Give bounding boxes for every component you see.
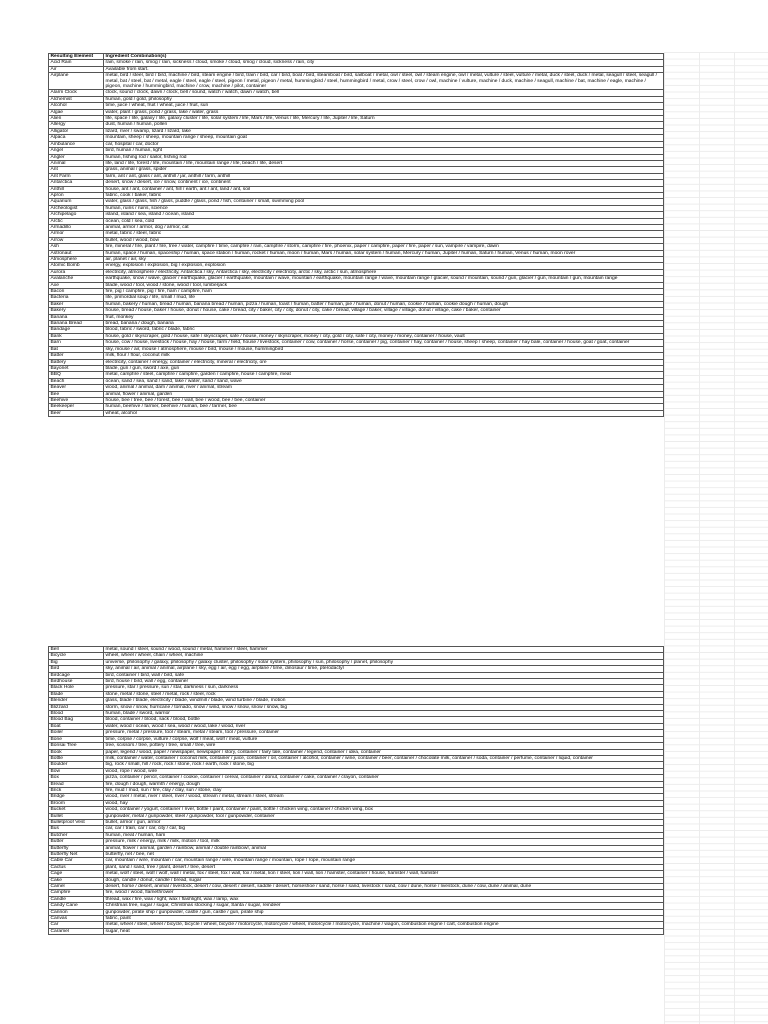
cell-combinations: metal, sound / steel, sound / wood, sound / metal, hammer / steel, hammer: [104, 647, 664, 653]
cell-element: Ambulance: [49, 141, 104, 147]
cell-combinations: human, gold / gold, philosophy: [104, 96, 664, 102]
cell-combinations: fabric, cook / baker, fabric: [104, 192, 664, 198]
cell-combinations: ocean, cold / sea, cold: [104, 218, 664, 224]
cell-element: Banana Bread: [49, 321, 104, 327]
cell-combinations: life, land / life, forest / life, mountain / life, mountain range / life, beach / life, desert: [104, 160, 664, 166]
cell-element: Camel: [49, 884, 104, 890]
cell-element: Archeologist: [49, 205, 104, 211]
cell-element: Ash: [49, 244, 104, 250]
cell-element: Bulletproof Vest: [49, 819, 104, 825]
cell-combinations: animal, flower / animal, garden / rainbow, animal / double rainbow!, animal: [104, 845, 664, 851]
cell-element: Blender: [49, 698, 104, 704]
table-row: [49, 410, 664, 416]
cell-combinations: wood, container / yogurt, container / river, bottle / paint, container / paint, bottle / chicken wing, container / chicken wing, box: [104, 807, 664, 813]
cell-element: Bakery: [49, 308, 104, 314]
cell-combinations: house, ant / ant, container / ant, hill / earth, ant / ant, land / ant, soil: [104, 186, 664, 192]
cell-combinations: bullet, armor / gun, armor: [104, 819, 664, 825]
cell-element: Boulder: [49, 762, 104, 768]
cell-element: Banana: [49, 314, 104, 320]
cell-combinations: blade, wood / tool, wood / stone, wood / tool, lumberjack: [104, 282, 664, 288]
cell-element: Alien: [49, 116, 104, 122]
cell-element: Apron: [49, 192, 104, 198]
cell-combinations: desert, snow / desert, ice / snow, continent / ice, continent: [104, 180, 664, 186]
cell-element: Anthill: [49, 186, 104, 192]
cell-combinations: storm, snow / snow, hurricane / tornado, snow / wind, snow / snow, snow / snow, big: [104, 704, 664, 710]
cell-element: Bacon: [49, 289, 104, 295]
cell-combinations: house, bee / tree, bee / forest, bee / wall, bee / wood, bee / bee, container: [104, 397, 664, 403]
cell-combinations: blade, gun / gun, sword / axe, gun: [104, 365, 664, 371]
cell-combinations: bullet, wood / wood, bow: [104, 237, 664, 243]
cell-combinations: bread, banana / dough, banana: [104, 321, 664, 327]
cell-element: Birdcage: [49, 672, 104, 678]
column-header-element: Resulting Element: [49, 54, 104, 60]
cell-combinations: gunpowder, metal / gunpowder, steel / gunpowder, tool / gunpowder, container: [104, 813, 664, 819]
cell-combinations: metal, fabric / steel, fabric: [104, 231, 664, 237]
cell-element: Canvas: [49, 916, 104, 922]
cell-combinations: dough, candle / donut, candle / bread, sugar: [104, 877, 664, 883]
cell-element: Baker: [49, 301, 104, 307]
cell-element: Antarctica: [49, 180, 104, 186]
table-row: [49, 340, 664, 346]
cell-combinations: electricity, atmosphere / electricity, Antarctica / sky, Antarctica / sky, electricity / electricity, arctic / sky, arctic / sun, atmosphere: [104, 269, 664, 275]
cell-element: Avalanche: [49, 276, 104, 282]
cell-combinations: milk, flour / flour, coconut milk: [104, 353, 664, 359]
cell-element: Blood Bag: [49, 717, 104, 723]
cell-element: Cable Car: [49, 858, 104, 864]
cell-element: Bat: [49, 346, 104, 352]
cell-element: Bicycle: [49, 653, 104, 659]
cell-combinations: life, space / life, galaxy / life, galaxy cluster / life, solar system / life, Mars / life, Venus / life, Mercury / life, Jupiter / life, Saturn: [104, 116, 664, 122]
cell-element: Angel: [49, 148, 104, 154]
cell-combinations: wheel, wheel / wheel, chain / wheel, machine: [104, 653, 664, 659]
table-row: [49, 276, 664, 282]
cell-combinations: fire, dough / dough, warmth / energy, dough: [104, 781, 664, 787]
cell-element: Boat: [49, 723, 104, 729]
cell-combinations: plant, sand / sand, tree / plant, desert / tree, desert: [104, 864, 664, 870]
cell-element: Animal: [49, 160, 104, 166]
cell-combinations: mountain, sheep / sheep, mountain range / sheep, mountain goat: [104, 135, 664, 141]
cell-combinations: water, plant / grass, pond / grass, lake / water, grass: [104, 109, 664, 115]
cell-element: Candy Cane: [49, 903, 104, 909]
cell-combinations: lizard, river / swamp, lizard / lizard, lake: [104, 128, 664, 134]
cell-combinations: water, glass / glass, fish / glass, puddle / glass, pond / fish, container / small, swimming pool: [104, 199, 664, 205]
cell-combinations: fire, wood / wood, flamethrower: [104, 890, 664, 896]
cell-element: Bee: [49, 391, 104, 397]
cell-combinations: fire, pig / campfire, pig / fire, ham / campfire, ham: [104, 289, 664, 295]
cell-combinations: big, rock / small, hill / rock, rock / stone, rock / earth, rock / stone, big: [104, 762, 664, 768]
cell-element: Axe: [49, 282, 104, 288]
cell-combinations: car, mountain / wire, mountain / car, mountain range / wire, mountain range / mountain, rope / rope, mountain range: [104, 858, 664, 864]
cell-combinations: animal, armor / armor, dog / armor, cat: [104, 224, 664, 230]
cell-combinations: human, fishing rod / sailor, fishing rod: [104, 154, 664, 160]
cell-element: Cage: [49, 871, 104, 877]
cell-combinations: house, gold / skyscraper, gold / house, safe / skyscraper, safe / house, money / skyscraper, money / city, gold / city, safe / city, money / money, container / house, vault: [104, 333, 664, 339]
cell-element: Car: [49, 922, 104, 928]
cell-combinations: wheat, alcohol: [104, 410, 664, 416]
cell-element: Candle: [49, 896, 104, 902]
cell-element: Air: [49, 66, 104, 72]
cell-combinations: car, car / train, car / car, city / car, big: [104, 826, 664, 832]
cell-element: Book: [49, 749, 104, 755]
cell-element: Arctic: [49, 218, 104, 224]
cell-combinations: earthquake, snow / wave, glacier / earthquake, glacier / earthquake, mountain / wave, mountain / earthquake, mountain range / wave, mountain range / glacier, sound / mountain, sound / gun, glacier / gun, mountain / gun, mountain range: [104, 276, 664, 282]
cell-element: Alpaca: [49, 135, 104, 141]
cell-combinations: paper, legend / wood, paper / newspaper, newspaper / story, container / fairy tale, container / legend, container / idea, container: [104, 749, 664, 755]
cell-combinations: wood, hay: [104, 800, 664, 806]
cell-element: Box: [49, 775, 104, 781]
cell-combinations: grass, animal / grass, spider: [104, 167, 664, 173]
cell-combinations: human, bakery / human, bread / human, banana bread / human, pizza / human, toast / human, batter / human, pie / human, donut / human, cookie / human, cookie dough / human, dough: [104, 301, 664, 307]
cell-element: Barn: [49, 340, 104, 346]
cell-combinations: water, wood / ocean, wood / sea, wood / wood, lake / wood, river: [104, 723, 664, 729]
cell-element: Cannon: [49, 909, 104, 915]
cell-combinations: house, bread / house, baker / house, donut / house, cake / bread, city / baker, city / city, donut / city, cake / bread, village / baker, village / village, donut / village, cake / baker, container: [104, 308, 664, 314]
cell-combinations: clock, sound / clock, dawn / clock, bell / sound, watch / watch, dawn / watch, bell: [104, 90, 664, 96]
cell-combinations: butterfly, net / bee, net: [104, 852, 664, 858]
cell-element: Ant: [49, 167, 104, 173]
combinations-table-page-1: [48, 53, 664, 417]
cell-element: Bottle: [49, 755, 104, 761]
cell-element: Alligator: [49, 128, 104, 134]
cell-element: Butcher: [49, 832, 104, 838]
cell-element: Bayonet: [49, 365, 104, 371]
cell-combinations: dust, human / human, pollen: [104, 122, 664, 128]
cell-element: Blizzard: [49, 704, 104, 710]
cell-element: Astronaut: [49, 250, 104, 256]
cell-combinations: glass, blade / blade, electricity / blade, windmill / blade, wind turbine / blade, motion: [104, 698, 664, 704]
cell-element: Butterfly Net: [49, 852, 104, 858]
cell-element: Allergy: [49, 122, 104, 128]
cell-combinations: time, corpse / corpse, vulture / corpse, wolf / meat, wolf / meat, vulture: [104, 736, 664, 742]
cell-combinations: car, hospital / car, doctor: [104, 141, 664, 147]
cell-combinations: time, juice / wheat, fruit / wheat, juice / fruit, sun: [104, 103, 664, 109]
cell-combinations: metal, bird / steel, bird / bird, machine / bird, steam engine / bird, train / bird, car / bird, boat / bird, steamboat / bird, sailboat / metal, owl / steel, owl / steam engine, owl / metal, vulture / steel, vulture / metal, duck / steel, duck / metal, seagull / steel, seagull / metal, bat / steel, bat / metal, eagle / steel, eagle / steel, pigeon / metal, pigeon / metal, hummingbird / steel, hummingbird / metal, crow / steel, crow / owl, machine / vulture, machine / duck, machine / seagull, machine / bat, machine / eagle, machine / pigeon, machine / hummingbird, machine / crow, machine / pilot, container: [104, 73, 664, 90]
cell-combinations: island, island / sea, island / ocean, island: [104, 212, 664, 218]
cell-combinations: milk, container / water, container / coconut milk, container / juice, container / oil, container / alcohol, container / wine, container / beer, container / chocolate milk, container / soda, container / perfume, container / liquid, container: [104, 755, 664, 761]
cell-element: Arrow: [49, 237, 104, 243]
cell-element: Algae: [49, 109, 104, 115]
cell-element: Bandage: [49, 327, 104, 333]
cell-combinations: animal, flower / animal, garden: [104, 391, 664, 397]
cell-element: Beekeeper: [49, 404, 104, 410]
cell-combinations: blood, fabric / sword, fabric / blade, fabric: [104, 327, 664, 333]
cell-element: Boiler: [49, 730, 104, 736]
cell-element: Bow: [49, 768, 104, 774]
cell-combinations: human, meat / human, ham: [104, 832, 664, 838]
cell-element: Beehive: [49, 397, 104, 403]
cell-combinations: universe, philosophy / galaxy, philosophy / galaxy cluster, philosophy / solar system, philosophy / sun, philosophy / planet, philosophy: [104, 659, 664, 665]
cell-combinations: pizza, container / pencil, container / cookie, container / cereal, container / donut, container / cake, container / crayon, container: [104, 775, 664, 781]
cell-combinations: pressure, star / pressure, sun / star, darkness / sun, darkness: [104, 685, 664, 691]
cell-element: Bacteria: [49, 295, 104, 301]
cell-combinations: sky, animal / air, animal / animal, airplane / sky, egg / air, egg / egg, airplane / time, dinosaur / time, pterodactyl: [104, 666, 664, 672]
combinations-table-page-2: [48, 646, 664, 935]
cell-combinations: wood, animal / animal, dam / animal, river / animal, stream: [104, 385, 664, 391]
spreadsheet-grid-background: [664, 52, 768, 1024]
cell-combinations: gunpowder, pirate ship / gunpowder, castle / gun, castle / gun, pirate ship: [104, 909, 664, 915]
cell-combinations: farm, ant / ant, glass / ant, anthill / jar, anthill / farm, anthill: [104, 173, 664, 179]
table-row: [49, 755, 664, 761]
cell-combinations: bird, human / human, light: [104, 148, 664, 154]
cell-element: Black Hole: [49, 685, 104, 691]
cell-combinations: fruit, monkey: [104, 314, 664, 320]
cell-combinations: blood, container / blood, sack / blood, bottle: [104, 717, 664, 723]
table-row: [49, 928, 664, 934]
cell-element: Bridge: [49, 794, 104, 800]
cell-combinations: life, primordial soup / life, small / mud, life: [104, 295, 664, 301]
cell-element: Cactus: [49, 864, 104, 870]
cell-element: Bird: [49, 666, 104, 672]
table-row: [49, 250, 664, 256]
cell-element: Alchemist: [49, 96, 104, 102]
cell-combinations: stone, metal / stone, steel / metal, rock / steel, rock: [104, 691, 664, 697]
cell-element: Alarm Clock: [49, 90, 104, 96]
cell-combinations: sugar, heat: [104, 928, 664, 934]
cell-element: Armadillo: [49, 224, 104, 230]
cell-element: Beaver: [49, 385, 104, 391]
cell-combinations: bird, house / bird, wall / egg, container: [104, 679, 664, 685]
cell-combinations: human, space / human, spaceship / human, space station / human, rocket / human, moon / human, Mars / human, solar system / human, Mercury / human, Jupiter / human, Saturn / human, Venus / human, moon rover: [104, 250, 664, 256]
cell-element: Aquarium: [49, 199, 104, 205]
cell-combinations: wood, rope / wood, wire: [104, 768, 664, 774]
cell-element: Broom: [49, 800, 104, 806]
cell-combinations: ocean, sand / sea, sand / sand, lake / water, sand / sand, wave: [104, 378, 664, 384]
cell-element: Bank: [49, 333, 104, 339]
cell-combinations: bird, container / bird, wall / bird, safe: [104, 672, 664, 678]
cell-element: Angler: [49, 154, 104, 160]
cell-element: Batter: [49, 353, 104, 359]
cell-element: Caramel: [49, 928, 104, 934]
cell-combinations: Available from start.: [104, 66, 664, 72]
cell-combinations: human, blade / sword, warrior: [104, 711, 664, 717]
cell-combinations: metal, campfire / steel, campfire / campfire, garden / campfire, house / campfire, meat: [104, 372, 664, 378]
cell-combinations: tree, scissors / tree, pottery / tree, small / tree, wire: [104, 743, 664, 749]
cell-element: Blade: [49, 691, 104, 697]
cell-combinations: wood, river / metal, river / steel, river / wood, stream / metal, stream / steel, stream: [104, 794, 664, 800]
cell-element: Archipelago: [49, 212, 104, 218]
table-row: [49, 73, 664, 90]
column-header-combinations: Ingredient Combination(s): [104, 54, 664, 60]
cell-combinations: fire, mineral / fire, plant / fire, tree / water, campfire / time, campfire / rain, campfire / storm, campfire / fire, phoenix, paper / campfire, paper / fire, paper / sun, vampire / vampire, dawn: [104, 244, 664, 250]
cell-element: Bread: [49, 781, 104, 787]
cell-combinations: rain, smoke / rain, smog / rain, sickness / cloud, smoke / cloud, smog / cloud, sickness / rain, city: [104, 60, 664, 66]
cell-element: Bus: [49, 826, 104, 832]
cell-element: Birdhouse: [49, 679, 104, 685]
cell-element: Bone: [49, 736, 104, 742]
cell-combinations: pressure, metal / pressure, tool / steam, metal / steam, tool / pressure, container: [104, 730, 664, 736]
cell-combinations: human, beehive / farmer, beehive / human, bee / farmer, bee: [104, 404, 664, 410]
cell-element: Battery: [49, 359, 104, 365]
cell-combinations: fabric, paint: [104, 916, 664, 922]
cell-element: Atomic Bomb: [49, 263, 104, 269]
cell-combinations: human, ruins / ruins, science: [104, 205, 664, 211]
cell-element: Big: [49, 659, 104, 665]
cell-combinations: energy, explosion / explosion, big / explosion, explosion: [104, 263, 664, 269]
cell-element: Beach: [49, 378, 104, 384]
cell-combinations: house, cow / house, livestock / house, hay / house, farm / field, house / livestock, container / cow, container / horse, container / pig, container / hay, container / house, sheep / sheep, container / hay bale, container / house, goat / goat, container: [104, 340, 664, 346]
cell-element: Cake: [49, 877, 104, 883]
cell-combinations: metal, wheel / steel, wheel / bicycle, bicycle / wheel, bicycle / motorcycle, motorcycle / wheel, motorcycle / motorcycle, machine / wagon, combustion engine / cart, combustion engine: [104, 922, 664, 928]
cell-element: Acid Rain: [49, 60, 104, 66]
cell-element: Ant Farm: [49, 173, 104, 179]
cell-element: Bullet: [49, 813, 104, 819]
cell-combinations: metal, wolf / steel, wolf / wolf, wall / metal, fox / steel, fox / wall, fox / metal, lion / steel, lion / wall, lion / hamster, container / house, hamster / wall, hamster: [104, 871, 664, 877]
cell-combinations: air, planet / air, sky: [104, 257, 664, 263]
cell-combinations: electricity, container / energy, container / electricity, mineral / electricity, ore: [104, 359, 664, 365]
cell-element: Alcohol: [49, 103, 104, 109]
cell-combinations: pressure, milk / energy, milk / milk, motion / tool, milk: [104, 839, 664, 845]
cell-combinations: sky, mouse / air, mouse / atmosphere, mouse / bird, mouse / mouse, hummingbird: [104, 346, 664, 352]
cell-combinations: thread, wax / fire, wax / light, wax / flashlight, wax / lamp, wax: [104, 896, 664, 902]
cell-element: Atmosphere: [49, 257, 104, 263]
cell-combinations: desert, horse / desert, animal / livestock, desert / cow, desert / desert, saddle / desert, horseshoe / sand, horse / sand, livestock / sand, cow / dune, horse / livestock, dune / cow, dune / animal, dune: [104, 884, 664, 890]
cell-element: Beer: [49, 410, 104, 416]
cell-element: Campfire: [49, 890, 104, 896]
cell-element: BBQ: [49, 372, 104, 378]
cell-element: Armor: [49, 231, 104, 237]
cell-element: Butterfly: [49, 845, 104, 851]
cell-element: Bucket: [49, 807, 104, 813]
cell-combinations: fire, mud / mud, sun / fire, clay / clay, sun / stone, clay: [104, 787, 664, 793]
cell-element: Blood: [49, 711, 104, 717]
cell-element: Airplane: [49, 73, 104, 90]
cell-element: Bell: [49, 647, 104, 653]
cell-element: Aurora: [49, 269, 104, 275]
cell-element: Brick: [49, 787, 104, 793]
cell-combinations: Christmas tree, sugar / sugar, Christmas stocking / sugar, Santa / sugar, reindeer: [104, 903, 664, 909]
cell-element: Butter: [49, 839, 104, 845]
cell-element: Bonsai Tree: [49, 743, 104, 749]
